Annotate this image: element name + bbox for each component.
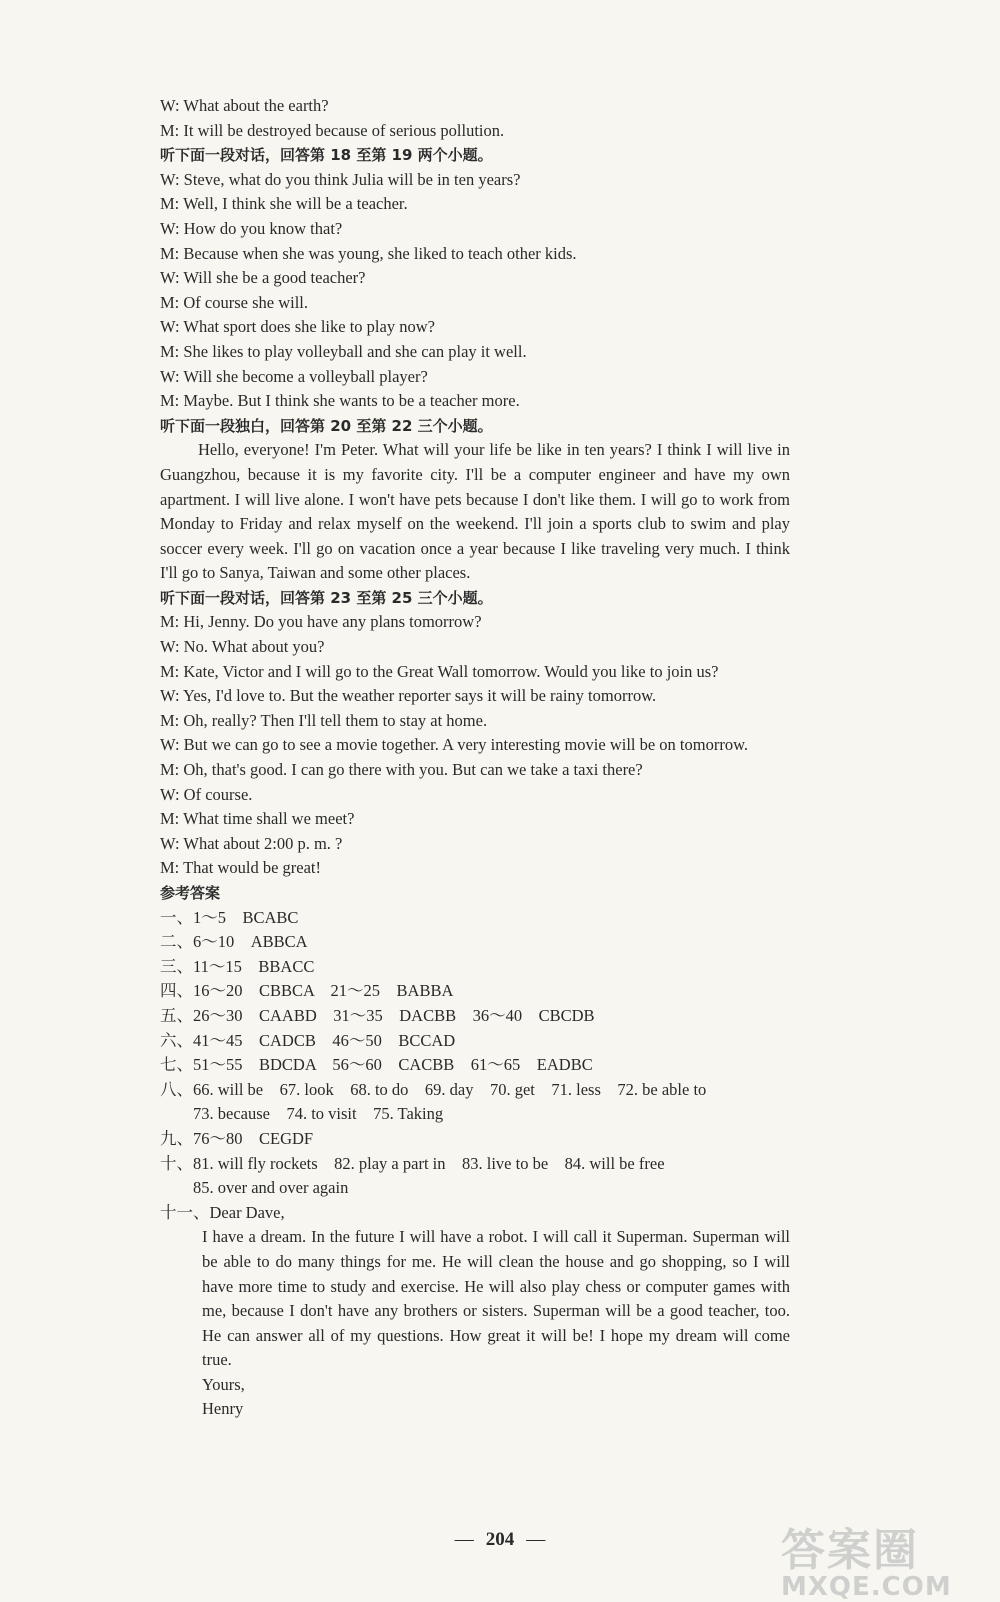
dialogue-line: W: How do you know that? [160,218,343,238]
dialogue-line: W: Steve, what do you think Julia will be in ten years? [160,169,521,189]
letter-signature: Henry [202,1399,244,1419]
letter-closing: Yours, [202,1374,245,1394]
answer-line: 73. because 74. to visit 75. Taking [160,1104,444,1124]
section-heading-23-25: 听下面一段对话，回答第 23 至第 25 三个小题。 [160,588,493,607]
dialogue-line: W: Yes, I'd love to. But the weather reporter says it will be rainy tomorrow. [160,686,657,706]
answer-line: 三、11～15 BBACC [160,956,315,976]
letter-body: I have a dream. In the future I will have a robot. I will call it Superman. Superman will be able to do many things for me. He will clean the house and go shopping, so I will have more time to study and exercise. He will also play chess or computer games with me, because I don't have any brothers or sisters. Superman will be a good teacher, too. He can answer all of my questions. How great it will be! I hope my dream will come true. [202,1227,790,1370]
answer-line: 十、81. will fly rockets 82. play a part in 83. live to be 84. will be free [160,1153,665,1173]
dialogue-line: M: She likes to play volleyball and she can play it well. [160,341,527,361]
answer-line: 七、51～55 BDCDA 56～60 CACBB 61～65 EADBC [160,1055,593,1075]
answer-line: 五、26～30 CAABD 31～35 DACBB 36～40 CBCDB [160,1005,595,1025]
section-heading-20-22: 听下面一段独白，回答第 20 至第 22 三个小题。 [160,416,493,435]
answer-line: 六、41～45 CADCB 46～50 BCCAD [160,1030,456,1050]
dialogue-line: M: What time shall we meet? [160,809,355,829]
dialogue-line: M: Oh, really? Then I'll tell them to stay at home. [160,710,488,730]
dialogue-line: M: Well, I think she will be a teacher. [160,194,408,214]
answer-line: 九、76～80 CEGDF [160,1128,314,1148]
transcript-block-2 [160,168,790,414]
page-number-value: 204 [485,1529,515,1550]
page-number-dash-left: — [454,1529,474,1550]
dialogue-line: M: It will be destroyed because of serious pollution. [160,120,505,140]
letter-salutation: 十一、Dear Dave, [160,1202,285,1222]
section-heading-18-19: 听下面一段对话，回答第 18 至第 19 两个小题。 [160,146,493,165]
watermark-title: 答案圈 [781,1525,919,1576]
dialogue-line: W: Of course. [160,784,253,804]
page-content [160,94,790,1422]
transcript-block-1 [160,94,790,143]
answer-line: 一、1～5 BCABC [160,907,299,927]
dialogue-line: M: Oh, that's good. I can go there with you. But can we take a taxi there? [160,760,643,780]
answer-line: 八、66. will be 67. look 68. to do 69. day 70. get 71. less 72. be able to [160,1079,707,1099]
dialogue-line: W: But we can go to see a movie together. A very interesting movie will be on tomorrow. [160,735,749,755]
answer-line: 二、6～10 ABBCA [160,932,308,952]
dialogue-line: M: Kate, Victor and I will go to the Great Wall tomorrow. Would you like to join us? [160,661,719,681]
dialogue-line: M: Of course she will. [160,292,309,312]
answer-line: 四、16～20 CBBCA 21～25 BABBA [160,981,454,1001]
dialogue-line: M: Hi, Jenny. Do you have any plans tomorrow? [160,612,482,632]
dialogue-line: M: That would be great! [160,858,321,878]
dialogue-line: W: Will she be a good teacher? [160,268,366,288]
monologue-paragraph: Hello, everyone! I'm Peter. What will your life be like in ten years? I think I will live in Guangzhou, because it is my favorite city. I'll be a computer engineer and have my own apartment. I will live alone. I won't have pets because I don't like them. I will go to work from Monday to Friday and relax myself on the weekend. I'll join a sports club to swim and play soccer every week. I'll go on vacation once a year because I like traveling very much. I think I'll go to Sanya, Taiwan and some other places. [160,440,790,583]
answer-key-list [160,906,790,1201]
dialogue-line: W: Will she become a volleyball player? [160,366,428,386]
transcript-block-3 [160,610,790,881]
page-number-dash-right: — [526,1529,546,1550]
dialogue-line: W: What sport does she like to play now? [160,317,435,337]
answer-key-heading: 参考答案 [160,884,221,902]
dialogue-line: W: What about 2:00 p. m. ? [160,833,343,853]
watermark-domain: MXQE.COM [781,1572,952,1602]
answer-line: 85. over and over again [160,1178,349,1198]
watermark-logo [781,1514,986,1602]
dialogue-line: M: Because when she was young, she liked to teach other kids. [160,243,577,263]
dialogue-line: W: No. What about you? [160,637,325,657]
dialogue-line: M: Maybe. But I think she wants to be a teacher more. [160,391,520,411]
dialogue-line: W: What about the earth? [160,96,329,115]
